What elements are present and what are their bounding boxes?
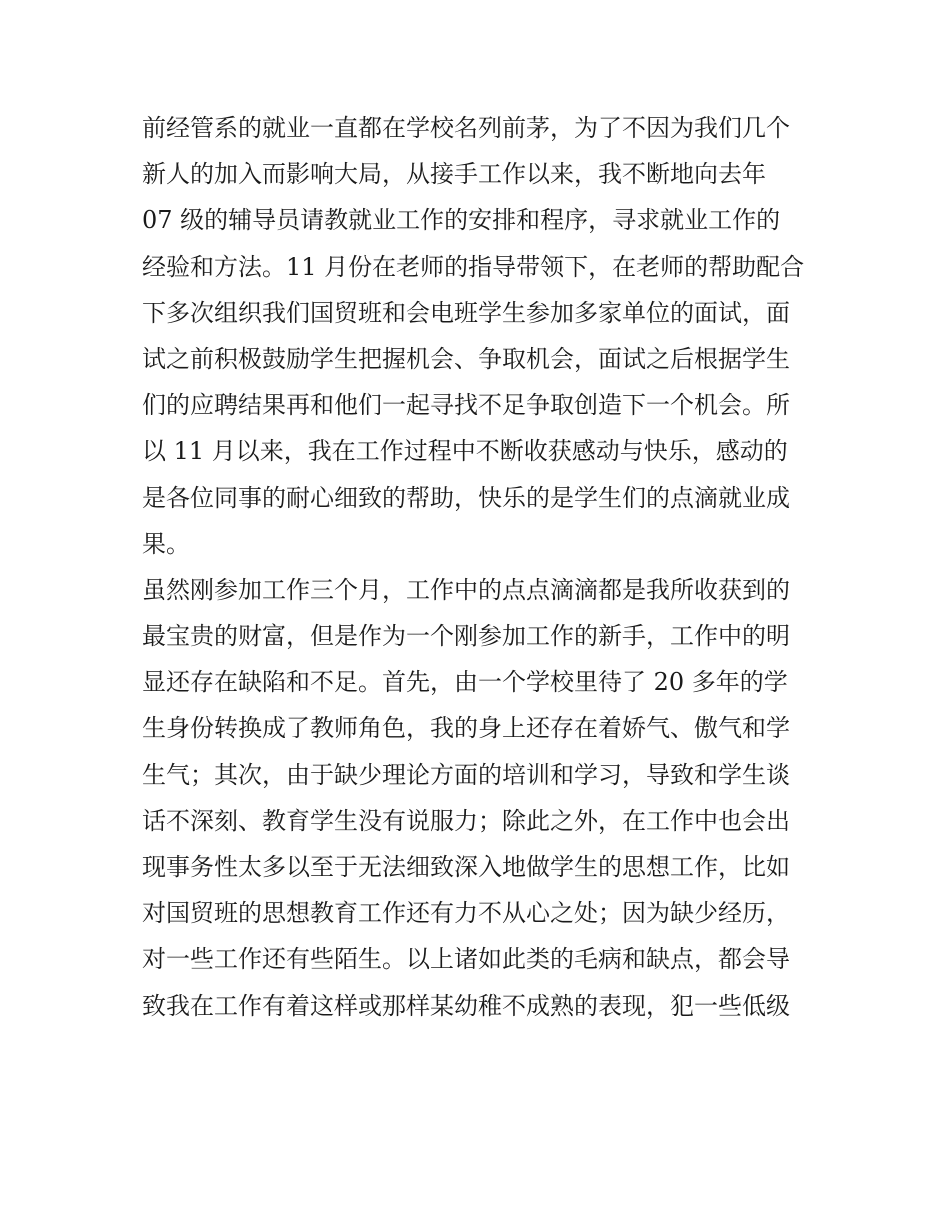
text-line: 果。 bbox=[142, 529, 190, 558]
text-line: 生气；其次，由于缺少理论方面的培训和学习，导致和学生谈 bbox=[142, 760, 790, 789]
text-line: 话不深刻、教育学生没有说服力；除此之外，在工作中也会出 bbox=[142, 806, 790, 835]
text-line: 07 级的辅导员请教就业工作的安排和程序，寻求就业工作的 bbox=[142, 206, 781, 235]
text-line: 最宝贵的财富，但是作为一个刚参加工作的新手，工作中的明 bbox=[142, 622, 790, 651]
text-line: 生身份转换成了教师角色，我的身上还存在着娇气、傲气和学 bbox=[142, 714, 790, 743]
text-line: 前经管系的就业一直都在学校名列前茅，为了不因为我们几个 bbox=[142, 114, 790, 142]
text-line: 现事务性太多以至于无法细致深入地做学生的思想工作，比如 bbox=[142, 853, 790, 881]
text-line: 对国贸班的思想教育工作还有力不从心之处；因为缺少经历， bbox=[142, 899, 790, 928]
text-line: 新人的加入而影响大局，从接手工作以来，我不断地向去年 bbox=[142, 160, 766, 189]
text-line: 致我在工作有着这样或那样某幼稚不成熟的表现，犯一些低级 bbox=[142, 991, 790, 1020]
text-line: 虽然刚参加工作三个月，工作中的点点滴滴都是我所收获到的 bbox=[142, 575, 790, 604]
text-line: 是各位同事的耐心细致的帮助，快乐的是学生们的点滴就业成 bbox=[142, 483, 790, 512]
text-line: 以 11 月以来，我在工作过程中不断收获感动与快乐，感动的 bbox=[142, 437, 788, 466]
text-line: 显还存在缺陷和不足。首先，由一个学校里待了 20 多年的学 bbox=[142, 668, 788, 697]
body-text bbox=[142, 105, 822, 1029]
text-line: 对一些工作还有些陌生。以上诸如此类的毛病和缺点，都会导 bbox=[142, 945, 790, 974]
text-line: 试之前积极鼓励学生把握机会、争取机会，面试之后根据学生 bbox=[142, 344, 790, 373]
text-line: 们的应聘结果再和他们一起寻找不足争取创造下一个机会。所 bbox=[142, 391, 790, 420]
text-line: 下多次组织我们国贸班和会电班学生参加多家单位的面试，面 bbox=[142, 298, 790, 327]
text-line: 经验和方法。11 月份在老师的指导带领下，在老师的帮助配合 bbox=[142, 252, 805, 281]
